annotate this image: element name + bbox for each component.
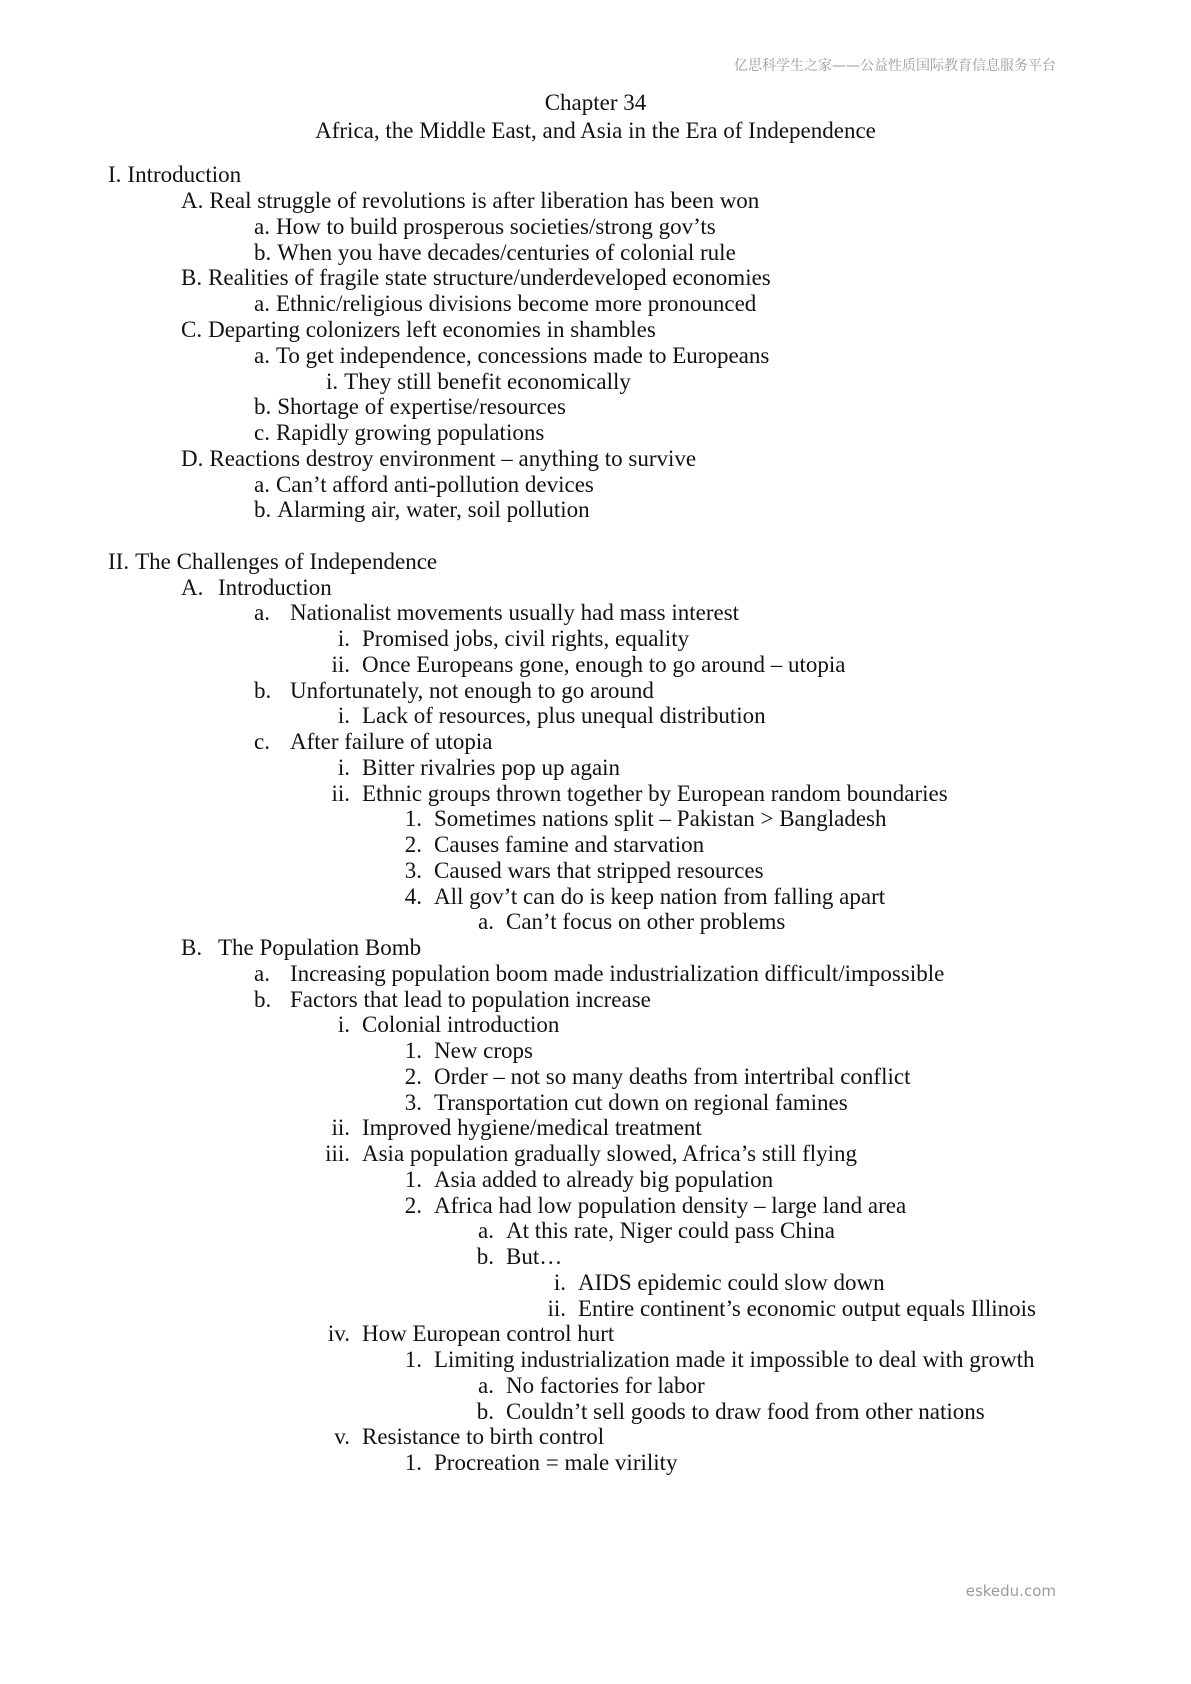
outline-marker: c.: [254, 729, 270, 754]
outline-marker: 2.: [404, 1193, 422, 1218]
outline-item: [326, 368, 631, 396]
outline-text: Limiting industrialization made it impossible to deal with growth: [434, 1347, 1035, 1372]
outline-marker: b.: [254, 678, 272, 703]
outline-marker: a.: [254, 291, 270, 316]
outline-text: Factors that lead to population increase: [290, 987, 651, 1012]
outline-marker: 2.: [404, 1064, 422, 1089]
outline-marker: 1.: [404, 806, 422, 831]
outline-item: [506, 1295, 1036, 1323]
outline-marker: b.: [254, 497, 272, 522]
outline-item: [362, 1346, 1034, 1374]
outline-marker: ii.: [547, 1296, 566, 1321]
outline-text: Unfortunately, not enough to go around: [290, 678, 654, 703]
outline-marker: 4.: [404, 884, 422, 909]
outline-text: Asia added to already big population: [434, 1167, 774, 1192]
outline-item: [434, 1217, 835, 1245]
outline-text: Departing colonizers left economies in shambles: [208, 317, 656, 342]
outline-marker: 3.: [404, 858, 422, 883]
outline-item: [254, 393, 566, 421]
outline-text: Entire continent’s economic output equals Illinois: [578, 1296, 1036, 1321]
outline-item: [362, 1089, 848, 1117]
outline-item: [290, 1320, 614, 1348]
outline-marker: a.: [254, 214, 270, 239]
outline-text: Once Europeans gone, enough to go around – utopia: [362, 652, 846, 677]
outline-text: Order – not so many deaths from intertribal conflict: [434, 1064, 911, 1089]
outline-text: Couldn’t sell goods to draw food from other nations: [506, 1399, 985, 1424]
outline-item: [181, 574, 332, 602]
outline-text: Reactions destroy environment – anything to survive: [209, 446, 697, 471]
outline-marker: a.: [254, 600, 270, 625]
outline-marker: I.: [108, 162, 122, 187]
outline-marker: A.: [181, 188, 204, 213]
outline-text: Colonial introduction: [362, 1012, 560, 1037]
outline-text: Caused wars that stripped resources: [434, 858, 764, 883]
outline-marker: a.: [254, 343, 270, 368]
outline-text: Promised jobs, civil rights, equality: [362, 626, 690, 651]
outline-item: [362, 1063, 910, 1091]
outline-text: Alarming air, water, soil pollution: [277, 497, 590, 522]
outline-item: [254, 471, 594, 499]
outline-marker: b.: [254, 240, 272, 265]
outline-item: [506, 1269, 885, 1297]
outline-marker: 3.: [404, 1090, 422, 1115]
outline-item: [254, 599, 739, 627]
outline-marker: a.: [254, 961, 270, 986]
chapter-title: Chapter 34: [544, 90, 647, 115]
outline-text: After failure of utopia: [290, 729, 493, 754]
outline-marker: a.: [254, 472, 270, 497]
outline-text: When you have decades/centuries of colonial rule: [277, 240, 736, 265]
outline-text: Africa had low population density – large land area: [434, 1193, 907, 1218]
outline-marker: i.: [337, 703, 350, 728]
outline-item: [362, 831, 704, 859]
outline-text: Nationalist movements usually had mass interest: [290, 600, 740, 625]
outline-text: Lack of resources, plus unequal distribution: [362, 703, 766, 728]
outline-text: Resistance to birth control: [362, 1424, 605, 1449]
outline-item: [254, 239, 736, 267]
outline-item: [181, 316, 656, 344]
outline-marker: ii.: [331, 781, 350, 806]
outline-text: The Challenges of Independence: [135, 549, 438, 574]
outline-text: Can’t afford anti-pollution devices: [275, 472, 594, 497]
outline-text: The Population Bomb: [218, 935, 422, 960]
outline-text: Ethnic groups thrown together by European random boundaries: [362, 781, 948, 806]
outline-item: [108, 161, 241, 189]
outline-text: Improved hygiene/medical treatment: [362, 1115, 702, 1140]
outline-marker: i.: [337, 626, 350, 651]
outline-marker: 1.: [404, 1347, 422, 1372]
outline-marker: b.: [476, 1244, 494, 1269]
outline-item: [362, 1449, 678, 1477]
outline-marker: iv.: [327, 1321, 350, 1346]
outline-marker: i.: [553, 1270, 566, 1295]
outline-text: No factories for labor: [506, 1373, 705, 1398]
outline-marker: a.: [478, 1218, 494, 1243]
outline-item: [254, 728, 492, 756]
outline-item: [290, 780, 948, 808]
outline-text: How to build prosperous societies/strong gov’ts: [275, 214, 716, 239]
outline-marker: c.: [254, 420, 270, 445]
outline-item: [254, 290, 756, 318]
outline-item: [254, 342, 769, 370]
outline-item: [290, 1140, 857, 1168]
outline-item: [434, 1243, 562, 1271]
outline-marker: II.: [108, 549, 130, 574]
outline-item: [254, 496, 590, 524]
outline-item: [181, 264, 771, 292]
outline-item: [290, 651, 846, 679]
outline-marker: i.: [326, 369, 339, 394]
outline-item: [362, 883, 885, 911]
outline-text: Rapidly growing populations: [275, 420, 545, 445]
outline-text: Realities of fragile state structure/underdeveloped economies: [208, 265, 771, 290]
outline-marker: 2.: [404, 832, 422, 857]
outline-marker: ii.: [331, 652, 350, 677]
outline-text: Procreation = male virility: [434, 1450, 678, 1475]
outline-item: [290, 1423, 604, 1451]
outline-text: They still benefit economically: [344, 369, 631, 394]
outline-marker: 1.: [404, 1167, 422, 1192]
outline-marker: b.: [254, 987, 272, 1012]
outline-item: [254, 677, 654, 705]
outline-text: To get independence, concessions made to Europeans: [275, 343, 770, 368]
outline-item: [254, 986, 651, 1014]
outline-item: [362, 1192, 906, 1220]
outline-text: Transportation cut down on regional famines: [434, 1090, 848, 1115]
outline-marker: v.: [334, 1424, 350, 1449]
outline-item: [434, 1398, 985, 1426]
outline-item: [362, 1037, 533, 1065]
outline-text: Sometimes nations split – Pakistan > Bangladesh: [434, 806, 887, 831]
outline-text: Introduction: [127, 162, 242, 187]
outline-text: Bitter rivalries pop up again: [362, 755, 621, 780]
outline-item: [181, 445, 696, 473]
outline-marker: i.: [337, 1012, 350, 1037]
outline-item: [362, 857, 764, 885]
outline-item: [181, 934, 421, 962]
outline-item: [290, 702, 766, 730]
outline-item: [362, 1166, 773, 1194]
outline-text: AIDS epidemic could slow down: [578, 1270, 885, 1295]
outline-item: [181, 187, 759, 215]
outline-text: Shortage of expertise/resources: [277, 394, 566, 419]
outline-text: How European control hurt: [362, 1321, 615, 1346]
outline-item: [290, 1114, 702, 1142]
outline-marker: i.: [337, 755, 350, 780]
outline-marker: 1.: [404, 1450, 422, 1475]
outline-marker: b.: [254, 394, 272, 419]
outline-marker: C.: [181, 317, 203, 342]
outline-text: Increasing population boom made industrialization difficult/impossible: [290, 961, 945, 986]
outline-item: [362, 805, 887, 833]
watermark-footer: eskedu.com: [965, 1582, 1056, 1600]
outline-marker: B.: [181, 265, 203, 290]
outline-item: [254, 213, 716, 241]
outline-marker: a.: [478, 1373, 494, 1398]
outline-text: But…: [506, 1244, 563, 1269]
outline-item: [290, 754, 620, 782]
outline-text: Causes famine and starvation: [434, 832, 705, 857]
outline-marker: a.: [478, 909, 494, 934]
outline-item: [290, 1011, 559, 1039]
outline-marker: A.: [181, 575, 204, 600]
outline-item: [434, 1372, 705, 1400]
watermark-header: 亿思科学生之家——公益性质国际教育信息服务平台: [734, 58, 1056, 74]
outline-text: Asia population gradually slowed, Africa’s still flying: [362, 1141, 858, 1166]
outline-item: [434, 908, 785, 936]
chapter-subtitle: Africa, the Middle East, and Asia in the Era of Independence: [315, 118, 876, 143]
outline-marker: ii.: [331, 1115, 350, 1140]
outline-item: [254, 419, 544, 447]
outline-item: [290, 625, 689, 653]
outline-text: All gov’t can do is keep nation from falling apart: [434, 884, 886, 909]
outline-marker: 1.: [404, 1038, 422, 1063]
outline-marker: B.: [181, 935, 203, 960]
outline-marker: D.: [181, 446, 204, 471]
outline-text: Ethnic/religious divisions become more pronounced: [275, 291, 757, 316]
outline-marker: b.: [476, 1399, 494, 1424]
outline-text: At this rate, Niger could pass China: [506, 1218, 835, 1243]
outline-marker: iii.: [325, 1141, 350, 1166]
outline-text: Real struggle of revolutions is after liberation has been won: [209, 188, 760, 213]
outline-item: [254, 960, 944, 988]
outline-text: Introduction: [218, 575, 332, 600]
outline-text: Can’t focus on other problems: [506, 909, 786, 934]
outline-item: [108, 548, 437, 576]
outline-text: New crops: [434, 1038, 533, 1063]
